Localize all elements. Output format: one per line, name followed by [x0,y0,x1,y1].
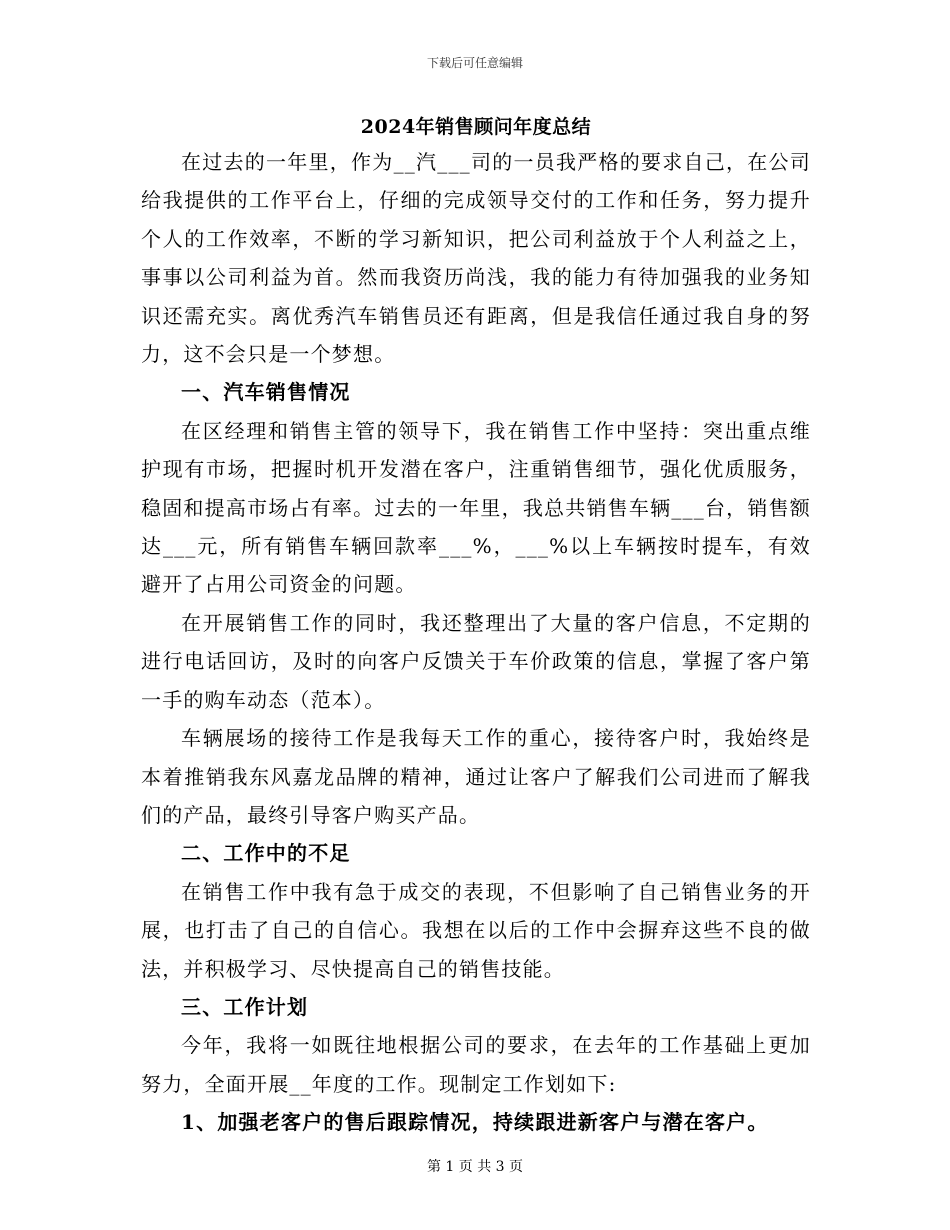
sales-paragraph-3: 车辆展场的接待工作是我每天工作的重心，接待客户时，我始终是本着推销我东风嘉龙品牌的精神，通过让客户了解我们公司进而了解我们的产品，最终引导客户购买产品。 [141,726,811,827]
intro-paragraph: 在过去的一年里，作为__汽___司的一员我严格的要求自己，在公司给我提供的工作平台上，仔细的完成领导交付的工作和任务，努力提升个人的工作效率，不断的学习新知识，把公司利益放于个人利益之上，事事以公司利益为首。然而我资历尚浅，我的能力有待加强我的业务知识还需充实。离优秀汽车销售员还有距离，但是我信任通过我自身的努力，这不会只是一个梦想。 [141,150,811,367]
sales-paragraph-2: 在开展销售工作的同时，我还整理出了大量的客户信息，不定期的进行电话回访，及时的向客户反馈关于车价政策的信息，掌握了客户第一手的购车动态（范本）。 [141,610,811,712]
document-body [141,112,811,1142]
page-footer: 第 1 页 共 3 页 [426,1159,524,1175]
section-heading-shortcomings: 二、工作中的不足 [181,841,351,866]
section-heading-plan: 三、工作计划 [181,994,309,1019]
document-title: 2024年销售顾问年度总结 [360,116,592,138]
sales-paragraph-1: 在区经理和销售主管的领导下，我在销售工作中坚持：突出重点维护现有市场，把握时机开发潜在客户，注重销售细节，强化优质服务，稳固和提高市场占有率。过去的一年里，我总共销售车辆___台，销售额达___元，所有销售车辆回款率___%，___%以上车辆按时提车，有效避开了占用公司资金的问题。 [141,418,811,597]
shortcomings-paragraph: 在销售工作中我有急于成交的表现，不但影响了自己销售业务的开展，也打击了自己的自信心。我想在以后的工作中会摒弃这些不良的做法，并积极学习、尽快提高自己的销售技能。 [141,879,811,981]
plan-item-1: 1、加强老客户的售后跟踪情况，持续跟进新客户与潜在客户。 [181,1110,769,1135]
plan-paragraph: 今年，我将一如既往地根据公司的要求，在去年的工作基础上更加努力，全面开展__年度的工作。现制定工作划如下: [141,1033,811,1096]
page-header: 下载后可任意编辑 [426,56,523,70]
section-heading-sales: 一、汽车销售情况 [181,380,351,405]
